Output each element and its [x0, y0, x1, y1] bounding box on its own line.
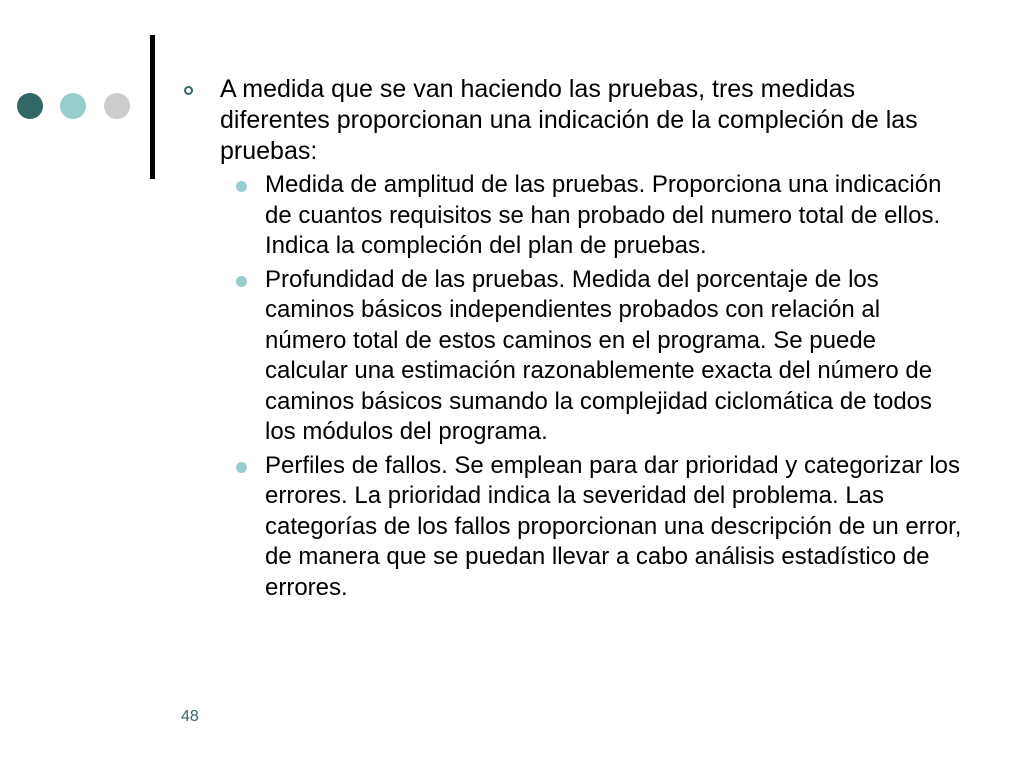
filled-circle-bullet-icon — [236, 276, 247, 287]
sub-bullet-item — [184, 170, 964, 262]
filled-circle-bullet-icon — [236, 181, 247, 192]
filled-circle-bullet-icon — [236, 462, 247, 473]
hollow-circle-bullet-icon — [184, 86, 193, 95]
sub-point-text: Profundidad de las pruebas. Medida del porcentaje de los caminos básicos independientes probados con relación al número total de estos caminos en el programa. Se puede calcular una estimación razonablemente exacta del número de caminos básicos sumando la complejidad ciclomática de todos los módulos del programa. — [265, 265, 933, 445]
decorative-dot-light — [60, 93, 86, 119]
vertical-divider — [150, 35, 155, 179]
decorative-dot-gray — [104, 93, 130, 119]
slide-content — [184, 74, 964, 606]
sub-point-text: Medida de amplitud de las pruebas. Proporciona una indicación de cuantos requisitos se han probado del numero total de ellos. Indica la compleción del plan de pruebas. — [265, 171, 942, 259]
main-bullet-item — [184, 74, 964, 167]
decorative-dot-dark — [17, 93, 43, 119]
sub-point-text: Perfiles de fallos. Se emplean para dar prioridad y categorizar los errores. La prioridad indica la severidad del problema. Las categorías de los fallos proporcionan una descripción de un error, de manera que se puedan llevar a cabo análisis estadístico de errores. — [265, 451, 962, 601]
page-number: 48 — [181, 708, 199, 725]
sub-bullet-item — [184, 265, 964, 448]
sub-bullet-item — [184, 451, 964, 604]
main-point-text: A medida que se van haciendo las pruebas, tres medidas diferentes proporcionan una indicación de la compleción de las pruebas: — [220, 75, 918, 165]
sub-bullet-list — [184, 170, 964, 603]
